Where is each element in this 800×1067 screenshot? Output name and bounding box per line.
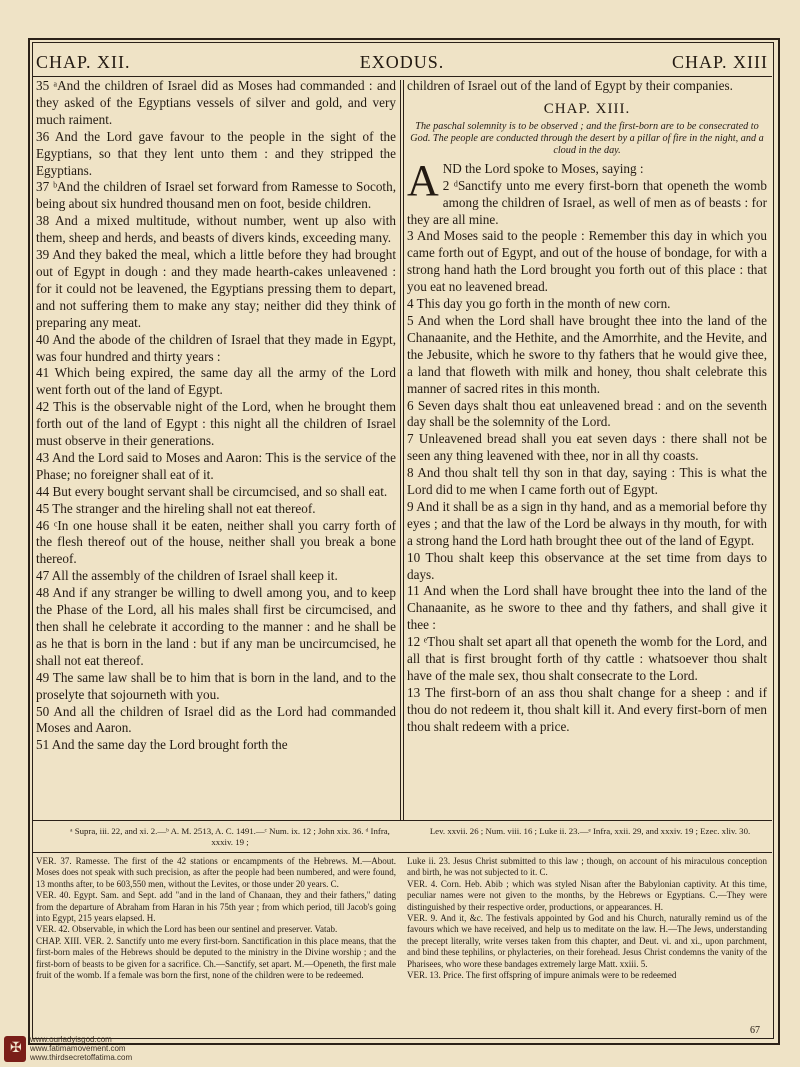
verse: 8 And thou shalt tell thy son in that day, saying : This is what the Lord did to me when I came forth out of Egypt. (407, 465, 767, 498)
column-divider-2 (403, 80, 404, 820)
verse: 46 ᶜIn one house shall it be eaten, neither shall you carry forth of the flesh thereof out of the house, neither shall you break a bone thereof. (36, 517, 396, 567)
commentary-note: VER. 40. Egypt. Sam. and Sept. add "and in the land of Chanaan, they and their fathers," dating from the departure of Abraham from Haran in his 75th year ; from which period, till Jacob's going into Egypt, 215 years elapsed. H. (36, 890, 396, 924)
verse: 11 And when the Lord shall have brought thee into the land of the Chanaanite, as he swore to thee and thy fathers, and shall give it thee : (407, 583, 767, 633)
footer-url-2[interactable]: www.fatimamovement.com (30, 1044, 126, 1053)
chapter-summary: The paschal solemnity is to be observed ; and the first-born are to be consecrated to God. The people are conducted through the desert by a pillar of fire in the night, and a cloud in the day. (410, 120, 764, 156)
verse: 42 This is the observable night of the Lord, when he brought them forth out of the land of Egypt : this night all the children of Israel must observe in their generations. (36, 399, 396, 449)
verse: 2 ᵈSanctify unto me every first-born that openeth the womb among the children of Israel, as well of men as of beasts : for they are all mine. (407, 177, 767, 227)
footer-url-1[interactable]: www.ourladyisgod.com (30, 1035, 112, 1044)
header-rule (32, 76, 772, 77)
verse: 43 And the Lord said to Moses and Aaron: This is the service of the Phase; no foreigner shall eat of it. (36, 449, 396, 482)
verse: 50 And all the children of Israel did as the Lord had commanded Moses and Aaron. (36, 703, 396, 736)
running-header (36, 52, 768, 78)
verse: 3 And Moses said to the people : Remember this day in which you came forth out of Egypt, and out of the house of bondage, for with a strong hand hath the Lord brought you forth out of this place : that you eat no leavened bread. (407, 228, 767, 295)
header-title: EXODUS. (359, 52, 445, 72)
verse: 44 But every bought servant shall be circumcised, and so shall eat. (36, 483, 388, 499)
verse: 10 Thou shalt keep this observance at the set time from days to days. (407, 549, 767, 582)
commentary-note: VER. 42. Observable, in which the Lord has been our sentinel and preserver. Vatab. (36, 924, 338, 935)
verse: 36 And the Lord gave favour to the people in the sight of the Egyptians, so that they lent unto them : and they stripped the Egyptians. (36, 128, 396, 178)
chapter-continuation: children of Israel out of the land of Egypt by their companies. (407, 78, 733, 93)
first-verse-text: ND the Lord spoke to Moses, saying : (442, 160, 644, 176)
notes-rule (32, 852, 772, 853)
commentary-note: VER. 13. Price. The first offspring of impure animals were to be redeemed (407, 970, 677, 981)
verse: 7 Unleavened bread shall you eat seven days : there shall not be seen any thing leavened with thee, nor in all thy coasts. (407, 431, 767, 464)
verse: 4 This day you go forth in the month of new corn. (407, 296, 671, 312)
verse: 35 ᵃAnd the children of Israel did as Moses had commanded : and they asked of the Egyptians vessels of silver and gold, and very much raiment. (36, 78, 396, 127)
verse: 5 And when the Lord shall have brought thee into the land of the Chanaanite, and the Hethite, and the Amorrhite, and the Hevite, and the Jebusite, which he swore to thy fathers that he would give thee, a land that floweth with milk and honey, thou shalt celebrate this manner of sacred rites in this month. (407, 312, 767, 396)
commentary-note: VER. 4. Corn. Heb. Abib ; which was styled Nisan after the Babylonian captivity. At this time, peculiar names were not given to the months, by the Hebrews or Egyptians. C.—They were distinguished by their respective order, productions, or appearances. H. (407, 878, 767, 912)
footer-urls (30, 1035, 132, 1062)
column-divider (400, 80, 401, 820)
verse: 39 And they baked the meal, which a little before they had brought out of Egypt in dough : and they made hearth-cakes unleavened : for it could not be leavened, the Egyptians pressing them to depart, and not suffering them to make any stay; neither did they think of preparing any meat. (36, 247, 396, 330)
verse: 12 ᵉThou shalt set apart all that openeth the womb for the Lord, and all that is first brought forth of thy cattle : whatsoever thou shalt have of the male sex, thou shalt consecrate to the Lord. (407, 634, 767, 683)
verse: 49 The same law shall be to him that is born in the land, and to the proselyte that sojourneth with you. (36, 669, 396, 702)
footnotes-left: ᵃ Supra, iii. 22, and xi. 2.—ᵇ A. M. 2513, A. C. 1491.—ᶜ Num. ix. 12 ; John xix. 36. ᵈ Infra, xxxiv. 19 ; (70, 826, 390, 847)
verse: 47 All the assembly of the children of Israel shall keep it. (36, 568, 338, 584)
verse: 41 Which being expired, the same day all the army of the Lord went forth out of the land of Egypt. (36, 365, 396, 398)
verse: 13 The first-born of an ass thou shalt change for a sheep : and if thou do not redeem it, thou shalt kill it. And every first-born of men thou shalt redeem with a price. (407, 684, 767, 734)
right-column (407, 78, 767, 736)
commentary-note: Luke ii. 23. Jesus Christ submitted to this law ; though, on account of his miraculous conception and birth, he was not subjected to it. C. (407, 856, 767, 878)
verse-list (407, 178, 767, 736)
header-right: CHAP. XIII (671, 52, 768, 72)
left-column (36, 78, 396, 754)
chapter-heading: CHAP. XIII. (543, 100, 631, 117)
verse: 40 And the abode of the children of Israel that they made in Egypt, was four hundred and thirty years : (36, 331, 396, 364)
verse: 37 ᵇAnd the children of Israel set forward from Ramesse to Socoth, being about six hundred thousand men on foot, beside children. (36, 179, 396, 212)
verse: 48 And if any stranger be willing to dwell among you, and to keep the Phase of the Lord, all his males shall first be circumcised, and then shall he celebrate it according to the manner : and he shall be as he that is born in the land : but if any man be uncircumcised, he shall not eat thereof. (36, 585, 396, 668)
commentary-left (36, 856, 396, 981)
footnotes-right: Lev. xxvii. 26 ; Num. viii. 16 ; Luke ii. 23.—ᵉ Infra, xxii. 29, and xxxiv. 19 ; Ezec. xliv. 30. (429, 826, 751, 836)
page-number: 67 (750, 1025, 760, 1036)
verse: 51 And the same day the Lord brought forth the (36, 737, 288, 753)
fatima-logo-icon: ✠ (4, 1036, 26, 1062)
commentary-note: VER. 9. And it, &c. The festivals appointed by God and his Church, naturally remind us of the favours which we have received, and help us to meditate on the law. H.—The Jews, understanding the precept literally, write verses taken from this chapter, and Deut. vi. and xi., upon parchment, and bind these tephilins, or phylacteries, on their forehead. Jesus Christ condemns the vanity of the Pharisees, who wore these bandages extremely large Matt. xxiii. 5. (407, 913, 767, 969)
header-left: CHAP. XII. (36, 52, 131, 72)
drop-cap: A (407, 155, 439, 205)
commentary-note: CHAP. XIII. VER. 2. Sanctify unto me every first-born. Sanctification in this place means, that the first-born males of the Hebrews should be deputed to the ministry in the Divine worship ; and the first-born of beasts to be given for a sacrifice. Ch.—Sanctify, set apart. M.—Openeth, the first male fruit of the womb. If a female was born the first, none of the children were to be redeemed. (36, 935, 396, 981)
footer-url-3[interactable]: www.thirdsecretoffatima.com (30, 1053, 133, 1062)
verse: 6 Seven days shalt thou eat unleavened bread : and on the seventh day shall be the solemnity of the Lord. (407, 397, 767, 430)
commentary-note: VER. 37. Ramesse. The first of the 42 stations or encampments of the Hebrews. M.—About. Moses does not speak with such precision, as after the people had been numbered, and were found, 13 months after, to be 603,550 men, without the Levites, or those under 20 years. C. (36, 856, 396, 889)
verse: 9 And it shall be as a sign in thy hand, and as a memorial before thy eyes ; and that the law of the Lord be always in thy mouth, for with a strong hand the Lord hath brought thee out of the land of Egypt. (407, 498, 767, 548)
verse: 45 The stranger and the hireling shall not eat thereof. (36, 500, 316, 516)
commentary-right (407, 856, 767, 981)
verse: 38 And a mixed multitude, without number, went up also with them, sheep and herds, and beasts of divers kinds, exceeding many. (36, 213, 396, 246)
footnote-rule (32, 820, 772, 821)
